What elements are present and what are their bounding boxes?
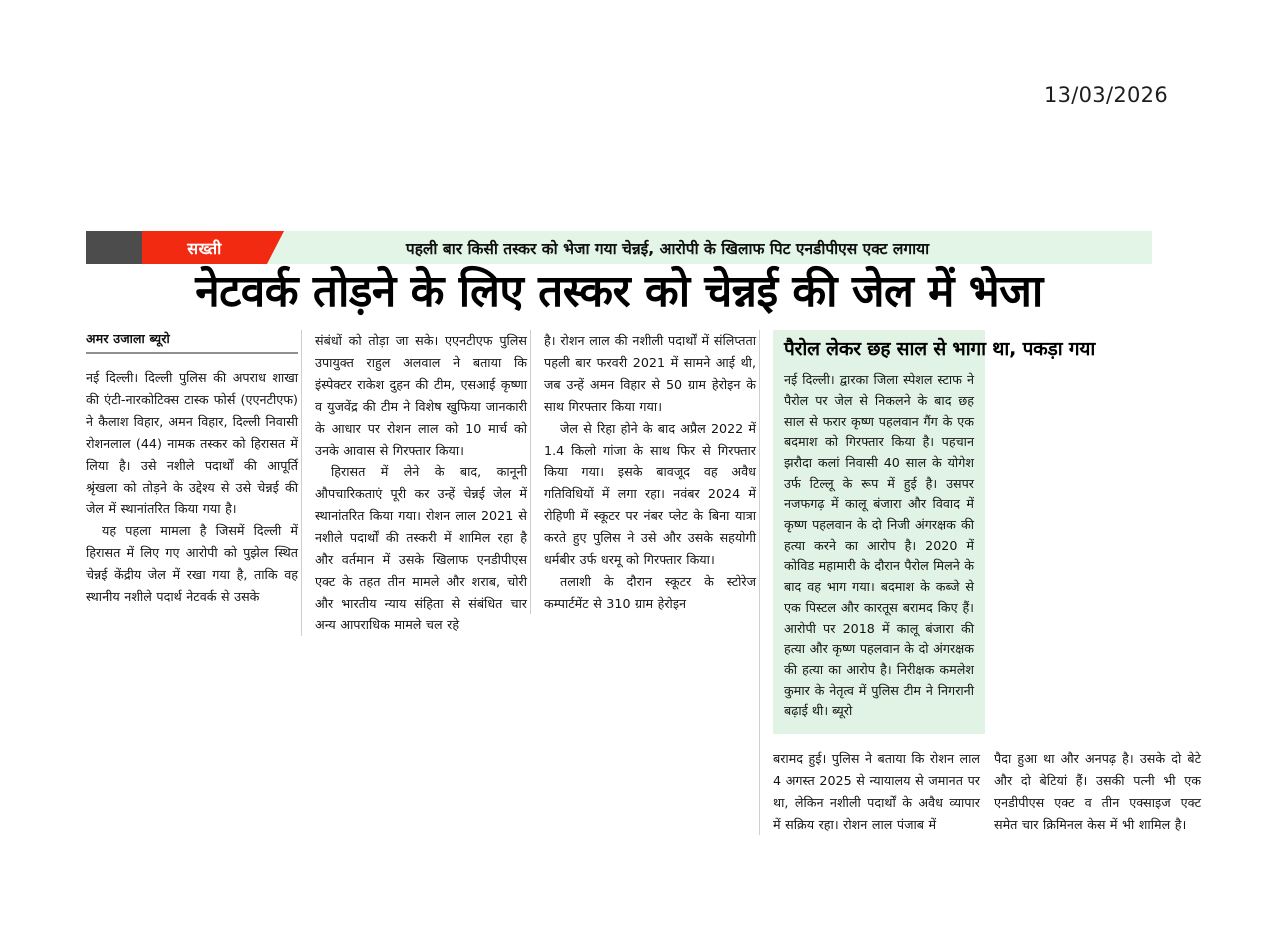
kicker-badge-label: सख्ती	[187, 238, 222, 258]
article-subcolumn-left	[773, 748, 980, 835]
article-column-4	[759, 330, 1201, 835]
byline: अमर उजाला ब्यूरो	[86, 331, 170, 347]
sidebar-paragraph: नई दिल्ली। द्वारका जिला स्पेशल स्टाफ ने पैरोल पर जेल से निकलने के बाद छह साल से फरार कृष्ण पहलवान गैंग के एक बदमाश को गिरफ्तार किया है। पहचान झरौदा कलां निवासी 40 साल के योगेश उर्फ टिल्लू के रूप में हुई है। उसपर नजफगढ़ में कालू बंजारा और विवाद में कृष्ण पहलवान के दो निजी अंगरक्षक की हत्या करने का आरोप है। 2020 में कोविड महामारी के दौरान पैरोल मिलने के बाद वह भाग गया। बदमाश के कब्जे से एक पिस्टल और कारतूस बरामद किए हैं। आरोपी पर 2018 में कालू बंजारा की हत्या और कृष्ण पहलवान के दो अंगरक्षक की हत्या का आरोप है। निरीक्षक कमलेश कुमार के नेतृत्व में पुलिस टीम ने निगरानी बढ़ाई थी। ब्यूरो	[784, 372, 974, 719]
article-column-2	[301, 330, 527, 636]
article-column-1	[86, 330, 298, 607]
sidebar-headline: पैरोल लेकर छह साल से भागा था, पकड़ा गया	[784, 338, 1096, 361]
paragraph: संबंधों को तोड़ा जा सके। एएनटीएफ पुलिस उपायुक्त राहुल अलवाल ने बताया कि इंस्पेक्टर राकेश दुहन की टीम, एसआई कृष्णा व युजवेंद्र की टीम ने विशेष खुफिया जानकारी के आधार पर रोशन लाल को 10 मार्च को उनके आवास से गिरफ्तार किया।	[315, 333, 527, 458]
kicker-badge	[142, 231, 267, 264]
page-title: नेटवर्क तोड़ने के लिए तस्कर को चेन्नई की जेल में भेजा	[195, 266, 1043, 317]
kicker-strip-headline: पहली बार किसी तस्कर को भेजा गया चेन्नई, आरोपी के खिलाफ पिट एनडीपीएस एक्ट लगाया	[405, 239, 930, 258]
date-stamp: 13/03/2026	[1043, 83, 1168, 107]
paragraph: यह पहला मामला है जिसमें दिल्ली में हिरासत में लिए गए आरोपी को पुझेल स्थित चेन्नई केंद्रीय जेल में रखा गया है, ताकि वह स्थानीय नशीले पदार्थ नेटवर्क से उसके	[86, 523, 298, 604]
paragraph: तलाशी के दौरान स्कूटर के स्टोरेज कम्पार्टमेंट से 310 ग्राम हेरोइन	[544, 573, 756, 611]
paragraph: बरामद हुई। पुलिस ने बताया कि रोशन लाल 4 अगस्त 2025 से न्यायालय से जमानत पर था, लेकिन नशीली पदार्थों के अवैध व्यापार में सक्रिय रहा। रोशन लाल पंजाब में	[773, 751, 980, 832]
paragraph: हिरासत में लेने के बाद, कानूनी औपचारिकताएं पूरी कर उन्हें चेन्नई जेल में स्थानांतरित किया गया। रोशन लाल 2021 से नशीले पदार्थों की तस्करी में शामिल रहा है और वर्तमान में उसके खिलाफ एनडीपीएस एक्ट के तहत तीन मामले और शराब, चोरी और भारतीय न्याय संहिता से संबंधित चार अन्य आपराधिक मामले चल रहे	[315, 464, 527, 633]
article-body	[86, 330, 1201, 835]
byline-divider	[86, 352, 298, 354]
paragraph: नई दिल्ली। दिल्ली पुलिस की अपराध शाखा की एंटी-नारकोटिक्स टास्क फोर्स (एएनटीएफ) ने कैलाश विहार, अमन विहार, दिल्ली निवासी रोशनलाल (44) नामक तस्कर को हिरासत में लिया है। उसे नशीले पदार्थों की आपूर्ति श्रृंखला को तोड़ने के उद्देश्य से उसे चेन्नई की जेल में स्थानांतरित किया गया है।	[86, 370, 298, 517]
sidebar-highlight-box	[773, 330, 1096, 734]
kicker-strip	[86, 231, 1152, 264]
article-column-4-subcolumns	[773, 748, 1201, 835]
paragraph: है। रोशन लाल की नशीली पदार्थों में संलिप्तता पहली बार फरवरी 2021 में सामने आई थी, जब उन्हें अमन विहार से 50 ग्राम हेरोइन के साथ गिरफ्तार किया गया।	[544, 333, 756, 414]
paragraph: पैदा हुआ था और अनपढ़ है। उसके दो बेटे और दो बेटियां हैं। उसकी पत्नी भी एक एनडीपीएस एक्ट व तीन एक्साइज एक्ट समेत चार क्रिमिनल केस में भी शामिल है।	[994, 751, 1201, 832]
kicker-gray-block	[86, 231, 142, 264]
article-column-3	[530, 330, 756, 614]
newspaper-clipping	[86, 231, 1201, 835]
paragraph: जेल से रिहा होने के बाद अप्रैल 2022 में 1.4 किलो गांजा के साथ फिर से गिरफ्तार किया गया। इसके बावजूद वह अवैध गतिविधियों में लगा रहा। नवंबर 2024 में रोहिणी में स्कूटर पर नंबर प्लेट के बिना यात्रा करते हुए पुलिस ने उसे और उसके सहयोगी धर्मबीर उर्फ धरमू को गिरफ्तार किया।	[544, 420, 756, 567]
article-subcolumn-right	[994, 748, 1201, 835]
